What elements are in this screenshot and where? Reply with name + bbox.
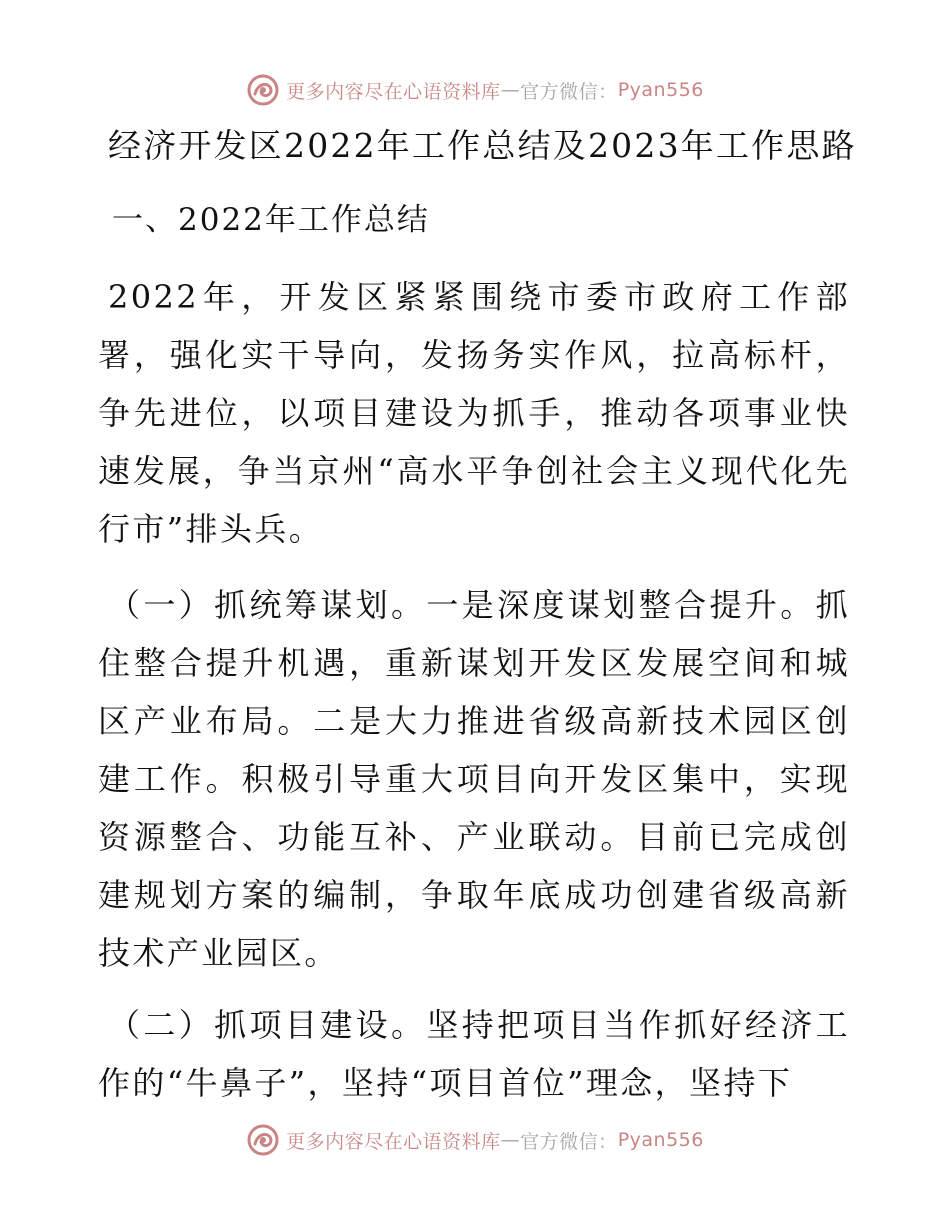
swirl-logo-icon	[246, 1123, 280, 1157]
paragraph-planning: （一）抓统筹谋划。一是深度谋划整合提升。抓住整合提升机遇，重新谋划开发区发展空间和城区产业布局。二是大力推进省级高新技术园区创建工作。积极引导重大项目向开发区集中，实现资源整合、功能互补、产业联动。目前已完成创建规划方案的编制，争取年底成功创建省级高新技术产业园区。	[98, 586, 850, 972]
watermark-sub-label: 官方微信：	[520, 1130, 618, 1153]
watermark-main-text: 更多内容尽在心语资料库	[286, 80, 501, 103]
footer-watermark	[0, 1123, 950, 1157]
watermark-sub-label: 官方微信：	[520, 80, 618, 103]
section-heading: 一、2022年工作总结	[112, 202, 430, 238]
watermark-wechat-id: Pyan556	[617, 79, 704, 101]
paragraph-projects: （二）抓项目建设。坚持把项目当作抓好经济工作的“牛鼻子”，坚持“项目首位”理念，坚持下	[98, 1006, 850, 1102]
watermark-wechat-id: Pyan556	[617, 1129, 704, 1151]
document-title: 经济开发区2022年工作总结及2023年工作思路	[108, 126, 857, 165]
watermark-dash: —	[500, 79, 521, 101]
swirl-logo-icon	[246, 73, 280, 107]
watermark-main-text: 更多内容尽在心语资料库	[286, 1130, 501, 1153]
watermark-dash: —	[500, 1129, 521, 1151]
header-watermark	[0, 73, 950, 107]
paragraph-intro: 2022年，开发区紧紧围绕市委市政府工作部署，强化实干导向，发扬务实作风，拉高标杆，争先进位，以项目建设为抓手，推动各项事业快速发展，争当京州“高水平争创社会主义现代化先行市”排头兵。	[98, 278, 850, 548]
